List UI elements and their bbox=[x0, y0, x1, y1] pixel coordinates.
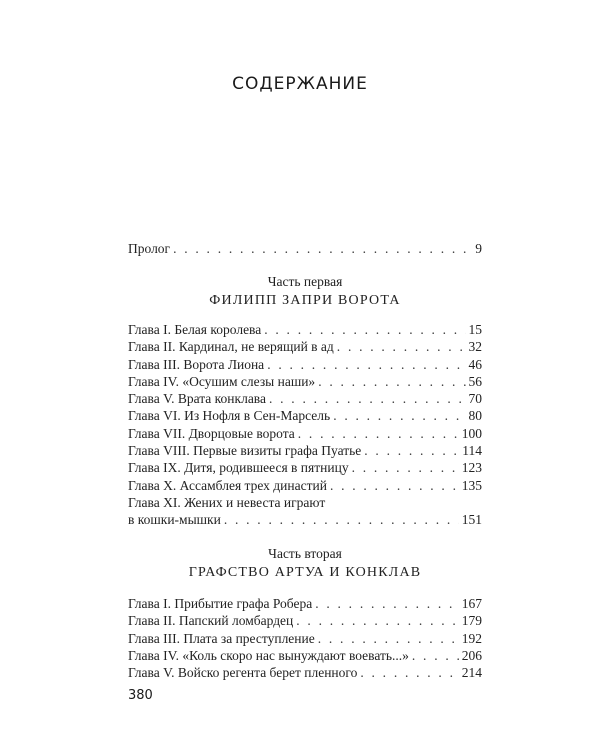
toc-entry[interactable] bbox=[128, 664, 482, 681]
dot-leader bbox=[337, 338, 466, 355]
toc-entry-page: 167 bbox=[461, 596, 482, 611]
toc-entry-page: 206 bbox=[461, 647, 482, 663]
dot-leader bbox=[298, 425, 459, 442]
toc-entry[interactable] bbox=[128, 459, 482, 476]
toc-entry-label: Глава X. Ассамблея трех династий bbox=[128, 477, 327, 493]
toc-entry[interactable] bbox=[128, 338, 482, 355]
toc-entry-page: 15 bbox=[468, 322, 482, 337]
toc-entry[interactable] bbox=[128, 612, 482, 629]
toc-entry-page: 80 bbox=[468, 408, 482, 424]
toc-entry-label: Глава V. Врата конклава bbox=[128, 391, 266, 407]
page-title: СОДЕРЖАНИЕ bbox=[232, 74, 368, 94]
toc-entry-label: Глава VII. Дворцовые ворота bbox=[128, 425, 295, 441]
toc-entry-label: Пролог bbox=[128, 241, 171, 256]
dot-leader bbox=[267, 356, 465, 373]
toc-entry-label: Глава IV. «Коль скоро нас вынуждают воевать...» bbox=[128, 647, 409, 663]
toc-entry-page: 9 bbox=[475, 241, 482, 256]
toc-entry-page: 151 bbox=[461, 512, 482, 528]
toc-entry-label-line2: в кошки-мышки bbox=[128, 512, 221, 528]
toc-entry[interactable] bbox=[128, 630, 482, 647]
toc-entry[interactable] bbox=[128, 373, 482, 390]
toc-entry-page: 56 bbox=[468, 373, 482, 389]
toc-entry-page: 123 bbox=[461, 460, 482, 476]
toc-entry-label: Глава VI. Из Нофля в Сен-Марсель bbox=[128, 408, 331, 424]
toc-entry-label: Глава III. Ворота Лиона bbox=[128, 356, 265, 372]
toc-entry-label: Глава II. Кардинал, не верящий в ад bbox=[128, 339, 334, 355]
toc-entry[interactable] bbox=[128, 647, 482, 664]
dot-leader bbox=[352, 459, 459, 476]
toc-entry[interactable] bbox=[128, 511, 482, 528]
dot-leader bbox=[173, 240, 472, 257]
toc-entry-label: Глава IX. Дитя, родившееся в пятницу bbox=[128, 460, 349, 476]
toc-entry-page: 100 bbox=[461, 425, 482, 441]
dot-leader bbox=[224, 511, 459, 528]
toc-entry-label: Глава IV. «Осушим слезы наши» bbox=[128, 373, 316, 389]
toc-entry-page: 135 bbox=[461, 477, 482, 493]
dot-leader bbox=[364, 442, 459, 459]
toc-entry-label: Глава I. Белая королева bbox=[128, 322, 262, 337]
toc-entry-label: Глава II. Папский ломбардец bbox=[128, 613, 294, 629]
dot-leader bbox=[318, 373, 465, 390]
toc-entry[interactable] bbox=[128, 407, 482, 424]
dot-leader bbox=[296, 612, 458, 629]
toc-entry-page: 46 bbox=[468, 356, 482, 372]
toc-entry-page: 32 bbox=[468, 339, 482, 355]
toc-entry-label: Глава III. Плата за преступление bbox=[128, 630, 315, 646]
toc-entry-prologue[interactable] bbox=[128, 240, 482, 257]
toc-entry[interactable] bbox=[128, 425, 482, 442]
page-number: 380 bbox=[128, 688, 153, 703]
toc-entry[interactable] bbox=[128, 477, 482, 494]
dot-leader bbox=[330, 477, 459, 494]
dot-leader bbox=[360, 664, 458, 681]
part1-title: ФИЛИПП ЗАПРИ ВОРОТА bbox=[209, 293, 401, 308]
dot-leader bbox=[333, 407, 465, 424]
dot-leader bbox=[412, 647, 459, 664]
toc-entry[interactable] bbox=[128, 442, 482, 459]
dot-leader bbox=[315, 595, 459, 612]
toc-entry[interactable] bbox=[128, 321, 482, 338]
prologue-block bbox=[128, 240, 482, 257]
part2-block bbox=[128, 545, 482, 681]
toc-entry-label: Глава VIII. Первые визиты графа Пуатье bbox=[128, 443, 362, 459]
toc-entry[interactable] bbox=[128, 356, 482, 373]
toc-entry-page: 114 bbox=[462, 443, 482, 459]
dot-leader bbox=[318, 630, 459, 647]
toc-entry-label-line1[interactable]: Глава XI. Жених и невеста играют bbox=[128, 494, 326, 510]
toc-entry-page: 70 bbox=[468, 391, 482, 407]
part1-block bbox=[128, 273, 482, 529]
toc-entry[interactable] bbox=[128, 595, 482, 612]
dot-leader bbox=[264, 321, 465, 338]
part2-title: ГРАФСТВО АРТУА И КОНКЛАВ bbox=[188, 565, 422, 580]
toc-entry-page: 192 bbox=[461, 630, 482, 646]
toc-entry-label: Глава I. Прибытие графа Робера bbox=[128, 596, 313, 611]
toc-entry-page: 214 bbox=[461, 665, 482, 681]
dot-leader bbox=[269, 390, 466, 407]
toc-entry[interactable] bbox=[128, 390, 482, 407]
part1-label: Часть первая bbox=[267, 274, 343, 289]
toc-entry-page: 179 bbox=[461, 613, 482, 629]
toc-entry-label: Глава V. Войско регента берет пленного bbox=[128, 665, 358, 681]
part2-label: Часть вторая bbox=[268, 546, 342, 561]
